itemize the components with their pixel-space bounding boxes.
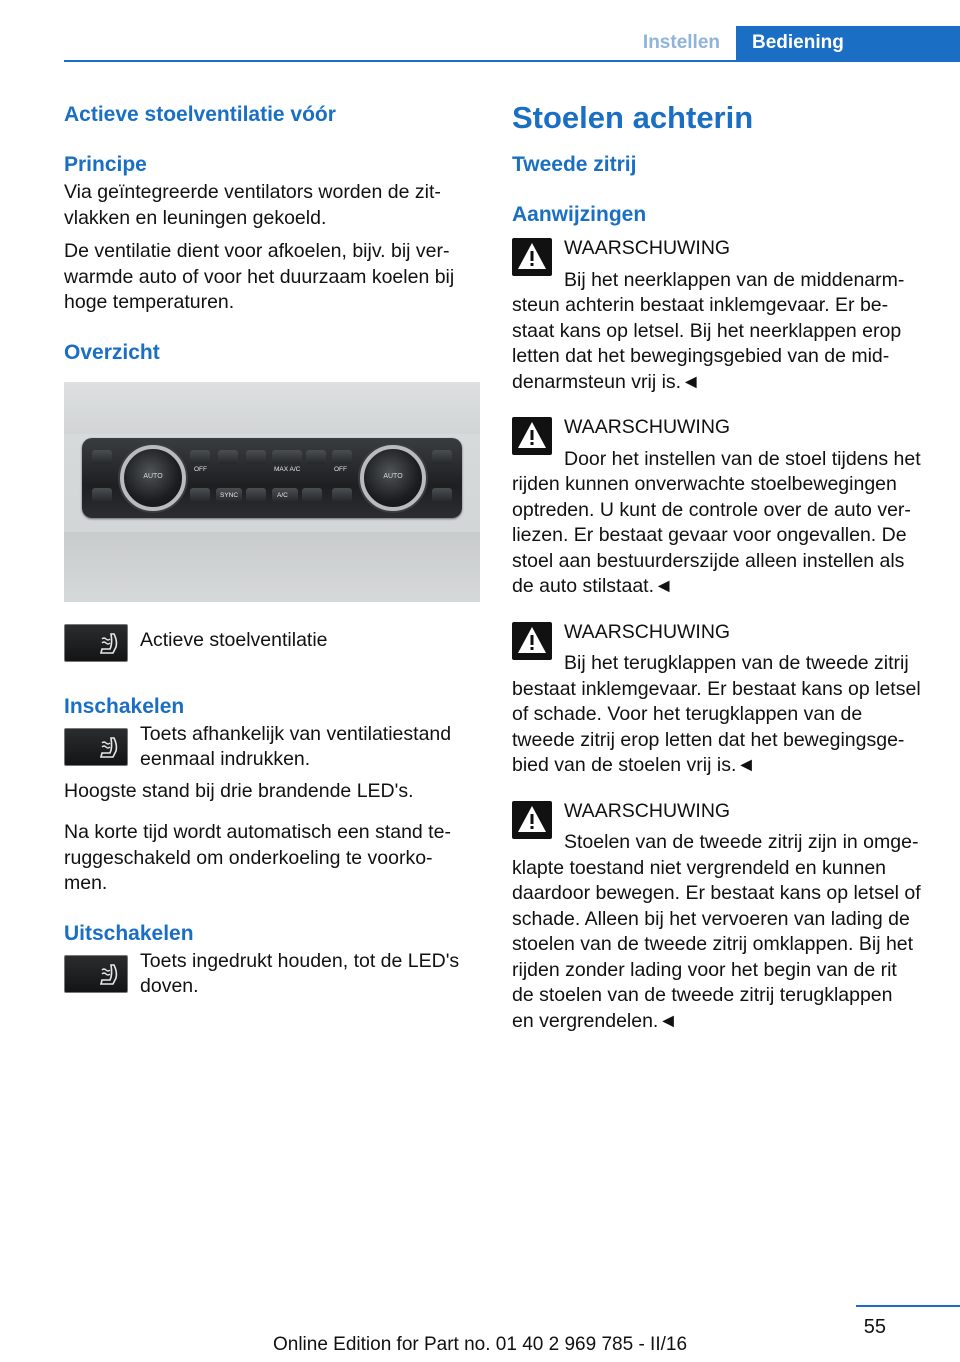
warning-text-line: optreden. U kunt de controle over de auto ver‐: [512, 498, 911, 521]
principe-paragraph-1: [64, 180, 480, 231]
left-column: [64, 96, 480, 1000]
panel-button: [190, 450, 210, 464]
right-temperature-knob: [360, 445, 426, 511]
panel-button: [218, 450, 238, 464]
inschakelen-text: [140, 722, 480, 773]
warning-text-line: Bij het terugklappen van de tweede zitrij: [564, 652, 909, 674]
text-line: eenmaal indrukken.: [140, 748, 311, 770]
warning-block: [512, 620, 932, 779]
warning-block: [512, 236, 932, 395]
left-temperature-knob: [120, 445, 186, 511]
warning-block: [512, 799, 932, 1035]
warning-text-line: stoelen van de tweede zitrij omklappen. Bij het: [512, 933, 914, 955]
text-line: hoge temperaturen.: [64, 291, 235, 313]
hoogste-stand-text: Hoogste stand bij drie brandende LED's.: [64, 779, 414, 802]
panel-button: [190, 488, 210, 502]
warning-text-line: rijden zonder lading voor het begin van de rit: [512, 958, 897, 981]
text-line: men.: [64, 872, 108, 894]
photo-background: [64, 382, 480, 434]
warning-text-line: denarmsteun vrij is.◄: [512, 370, 701, 393]
warning-label: WAARSCHUWING: [564, 237, 731, 259]
text-line: Toets afhankelijk van ventilatiestand: [140, 722, 452, 745]
text-line: Via geïntegreerde ventilators worden de zit‐: [64, 181, 441, 203]
page-number: 55: [863, 1316, 886, 1338]
seat-ventilation-icon: [64, 955, 128, 993]
seat-ventilation-caption-row: [64, 622, 480, 662]
warning-label: WAARSCHUWING: [564, 799, 731, 822]
warning-text-line: de auto stilstaat.◄: [512, 575, 674, 597]
seat-ventilation-icon: [64, 624, 128, 662]
panel-button: [92, 450, 112, 464]
photo-label-off: OFF: [194, 465, 207, 473]
control-panel: [82, 438, 462, 518]
warning-text-line: schade. Alleen bij het vervoeren van lading de: [512, 907, 910, 930]
uitschakelen-row: [64, 949, 480, 1000]
climate-control-photo: [64, 382, 480, 602]
warning-text-line: klapte toestand niet vergrendeld en kunnen: [512, 856, 887, 879]
panel-button: [92, 488, 112, 502]
panel-button: [246, 488, 266, 502]
panel-button: [432, 488, 452, 502]
text-line: doven.: [140, 975, 199, 997]
icon-caption: Actieve stoelventilatie: [140, 628, 328, 651]
photo-lower-trim: [64, 532, 480, 602]
heading-uitschakelen: Uitschakelen: [64, 921, 194, 945]
warning-triangle-icon: [512, 417, 552, 455]
header-tab-bediening[interactable]: Bediening: [736, 26, 960, 62]
panel-button: [272, 450, 302, 464]
header-rule: [64, 60, 960, 62]
warning-text-line: liezen. Er bestaat gevaar voor ongevallen. De: [512, 524, 907, 546]
warning-text-line: tweede zitrij erop letten dat het bewegingsge‐: [512, 728, 905, 751]
text-line: De ventilatie dient voor afkoelen, bijv. bij ver‐: [64, 240, 450, 262]
warning-text-line: bestaat inklemgevaar. Er bestaat kans op letsel: [512, 677, 921, 700]
warnings-list: [512, 236, 932, 1034]
principe-paragraph-2: [64, 239, 480, 316]
heading-overzicht: Overzicht: [64, 340, 160, 364]
text-line: warmde auto of voor het duurzaam koelen bij: [64, 265, 455, 288]
photo-label-off: OFF: [334, 465, 347, 473]
text-line: vlakken en leuningen gekoeld.: [64, 206, 327, 229]
warning-text-line: Stoelen van de tweede zitrij zijn in omge‐: [564, 831, 919, 853]
warning-text-line: Door het instellen van de stoel tijdens het: [564, 447, 921, 470]
warning-text-line: stoel aan bestuurderszijde alleen instellen als: [512, 549, 905, 572]
section-title-stoelen-achterin: Stoelen achterin: [512, 100, 754, 135]
warning-triangle-icon: [512, 801, 552, 839]
heading-inschakelen: Inschakelen: [64, 694, 185, 718]
right-column: [512, 96, 932, 1034]
panel-button: [246, 450, 266, 464]
text-line: ruggeschakeld om onderkoeling te voorko‐: [64, 846, 433, 869]
text-line: Toets ingedrukt houden, tot de LED's: [140, 949, 460, 972]
edition-note: Online Edition for Part no. 01 40 2 969 785 - II/16: [272, 1334, 688, 1355]
photo-label-sync: SYNC: [220, 491, 239, 499]
warning-text-line: en vergrendelen.◄: [512, 1009, 678, 1032]
warning-text-line: letten dat het bewegingsgebied van de mid‐: [512, 345, 890, 367]
warning-triangle-icon: [512, 622, 552, 660]
warning-text-line: daardoor bewegen. Er bestaat kans op letsel of: [512, 882, 921, 904]
heading-aanwijzingen: Aanwijzingen: [512, 203, 647, 226]
photo-label-maxac: MAX A/C: [274, 465, 301, 473]
knob-label-auto: AUTO: [143, 472, 163, 480]
text-line: Na korte tijd wordt automatisch een stand te‐: [64, 821, 451, 843]
warning-text-line: staat kans op letsel. Bij het neerklappen erop: [512, 319, 902, 342]
warning-text-line: bied van de stoelen vrij is.◄: [512, 754, 756, 776]
footer-rule: [856, 1305, 960, 1307]
warning-text-line: Bij het neerklappen van de middenarm‐: [564, 268, 905, 291]
panel-button: [332, 450, 352, 464]
panel-button: [332, 488, 352, 502]
warning-block: [512, 415, 932, 600]
heading-tweede-zitrij: Tweede zitrij: [512, 153, 637, 176]
uitschakelen-text: [140, 949, 480, 1000]
photo-label-ac: A/C: [277, 491, 288, 499]
na-korte-tijd-paragraph: [64, 820, 480, 897]
panel-button: [302, 488, 322, 502]
heading-principe: Principe: [64, 153, 147, 176]
warning-triangle-icon: [512, 238, 552, 276]
warning-text-line: de stoelen van de tweede zitrij terugklappen: [512, 984, 893, 1006]
section-title-stoelventilatie: Actieve stoelventilatie vóór: [64, 103, 336, 126]
warning-label: WAARSCHUWING: [564, 620, 731, 643]
panel-button: [306, 450, 326, 464]
header-tab-instellen[interactable]: Instellen: [642, 32, 720, 53]
panel-button: [432, 450, 452, 464]
warning-text-line: rijden kunnen onverwachte stoelbewegingen: [512, 473, 897, 495]
inschakelen-row: [64, 722, 480, 773]
warning-label: WAARSCHUWING: [564, 416, 731, 438]
seat-ventilation-icon: [64, 728, 128, 766]
warning-text-line: of schade. Voor het terugklappen van de: [512, 703, 863, 725]
warning-text-line: steun achterin bestaat inklemgevaar. Er be‐: [512, 294, 889, 316]
knob-label-auto: AUTO: [383, 472, 403, 480]
